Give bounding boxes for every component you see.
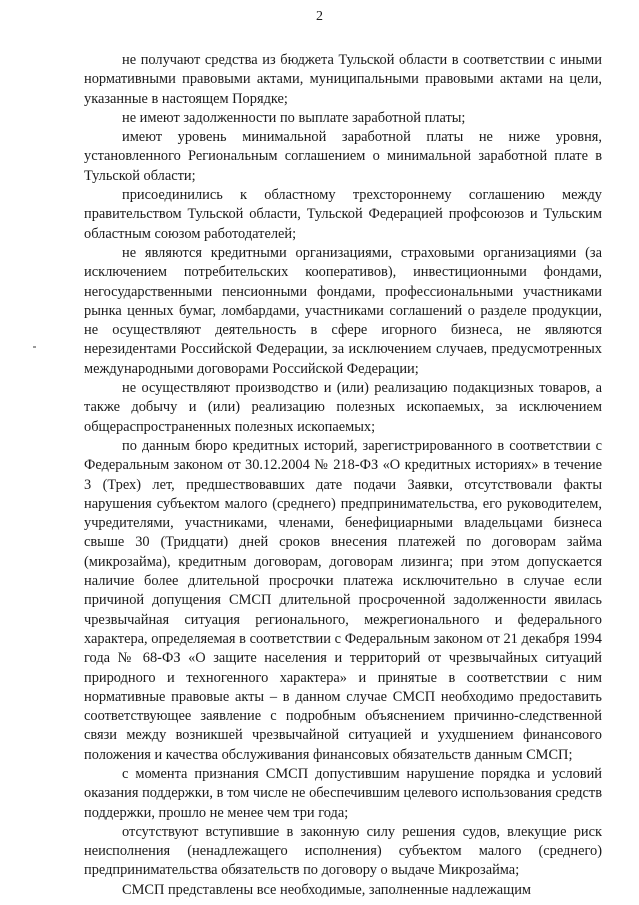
paragraph-tripartite-agreement: присоединились к областному трехстороннему соглашению между правительством Тульской области, Тульской Федерацией профсоюзов и Тульским областным союзом работодателей; <box>84 187 602 242</box>
document-body <box>84 51 602 900</box>
paragraph-budget-funds: не получают средства из бюджета Тульской области в соответствии с иными нормативными правовыми актами, муниципальными правовыми актами на цели, указанные в настоящем Порядке; <box>84 52 602 107</box>
paragraph-minimum-wage: имеют уровень минимальной заработной платы не ниже уровня, установленного Региональным соглашением о минимальной заработной плате в Тульской области; <box>84 129 602 184</box>
paragraph-court-decisions: отсутствуют вступившие в законную силу решения судов, влекущие риск неисполнения (ненадлежащего исполнения) субъектом малого (среднего) предпринимательства обязательств по договору о выдаче Микрозайма; <box>84 823 602 879</box>
paragraph-not-credit-organizations: не являются кредитными организациями, страховыми организациями (за исключением потребительских кооперативов), инвестиционными фондами, негосударственными пенсионными фондами, профессиональными участниками рынка ценных бумаг, ломбардами, участниками соглашений о разделе продукции, не осуществляют деятельность в сфере игорного бизнеса, не являются нерезидентами Российской Федерации, за исключением случаев, предусмотренных международными договорами Российской Федерации; <box>84 244 602 377</box>
paragraph-credit-history: по данным бюро кредитных историй, зарегистрированного в соответствии с Федеральным законом от 30.12.2004 № 218-ФЗ «О кредитных историях» в течение 3 (Трех) лет, предшествовавших дате подачи Заявки, отсутствовали факты нарушения субъектом малого (среднего) предпринимательства, его руководителем, учредителями, участниками, членами, бенефициарными владельцами бизнеса свыше 30 (Тридцати) дней сроков внесения платежей по договорам займа (микрозайма), кредитным договорам, договорам лизинга; при этом допускается наличие более длительной просрочки платежа исключительно в случае если причиной допущения СМСП длительной просроченной задолженности явилась чрезвычайная ситуация регионального, межрегионального и федерального характера, определяемая в соответствии с Федеральным законом от 21 декабря 1994 года № 68-ФЗ «О защите населения и территорий от чрезвычайных ситуаций природного и техногенного характера» и принятые в соответствии с ним нормативные правовые акты – в данном случае СМСП необходимо предоставить соответствующее заявление с подробным объяснением причинно-следственной связи между возникшей чрезвычайной ситуацией и ухудшением финансового положения и качества обслуживания финансовых обязательств данным СМСП; <box>84 437 602 763</box>
page-number: 2 <box>316 9 323 24</box>
paragraph-documents-submitted: СМСП представлены все необходимые, заполненные надлежащим <box>122 881 532 898</box>
paragraph-no-wage-debt: не имеют задолженности по выплате заработной платы; <box>122 109 466 126</box>
paragraph-violation-period: с момента признания СМСП допустившим нарушение порядка и условий оказания поддержки, в том числе не обеспечившим целевого использования средств поддержки, прошло не менее чем три года; <box>84 765 602 821</box>
margin-mark <box>33 346 36 348</box>
paragraph-no-excise-goods: не осуществляют производство и (или) реализацию подакцизных товаров, а также добычу и (или) реализацию полезных ископаемых, за исключением общераспространенных полезных ископаемых; <box>84 380 602 435</box>
